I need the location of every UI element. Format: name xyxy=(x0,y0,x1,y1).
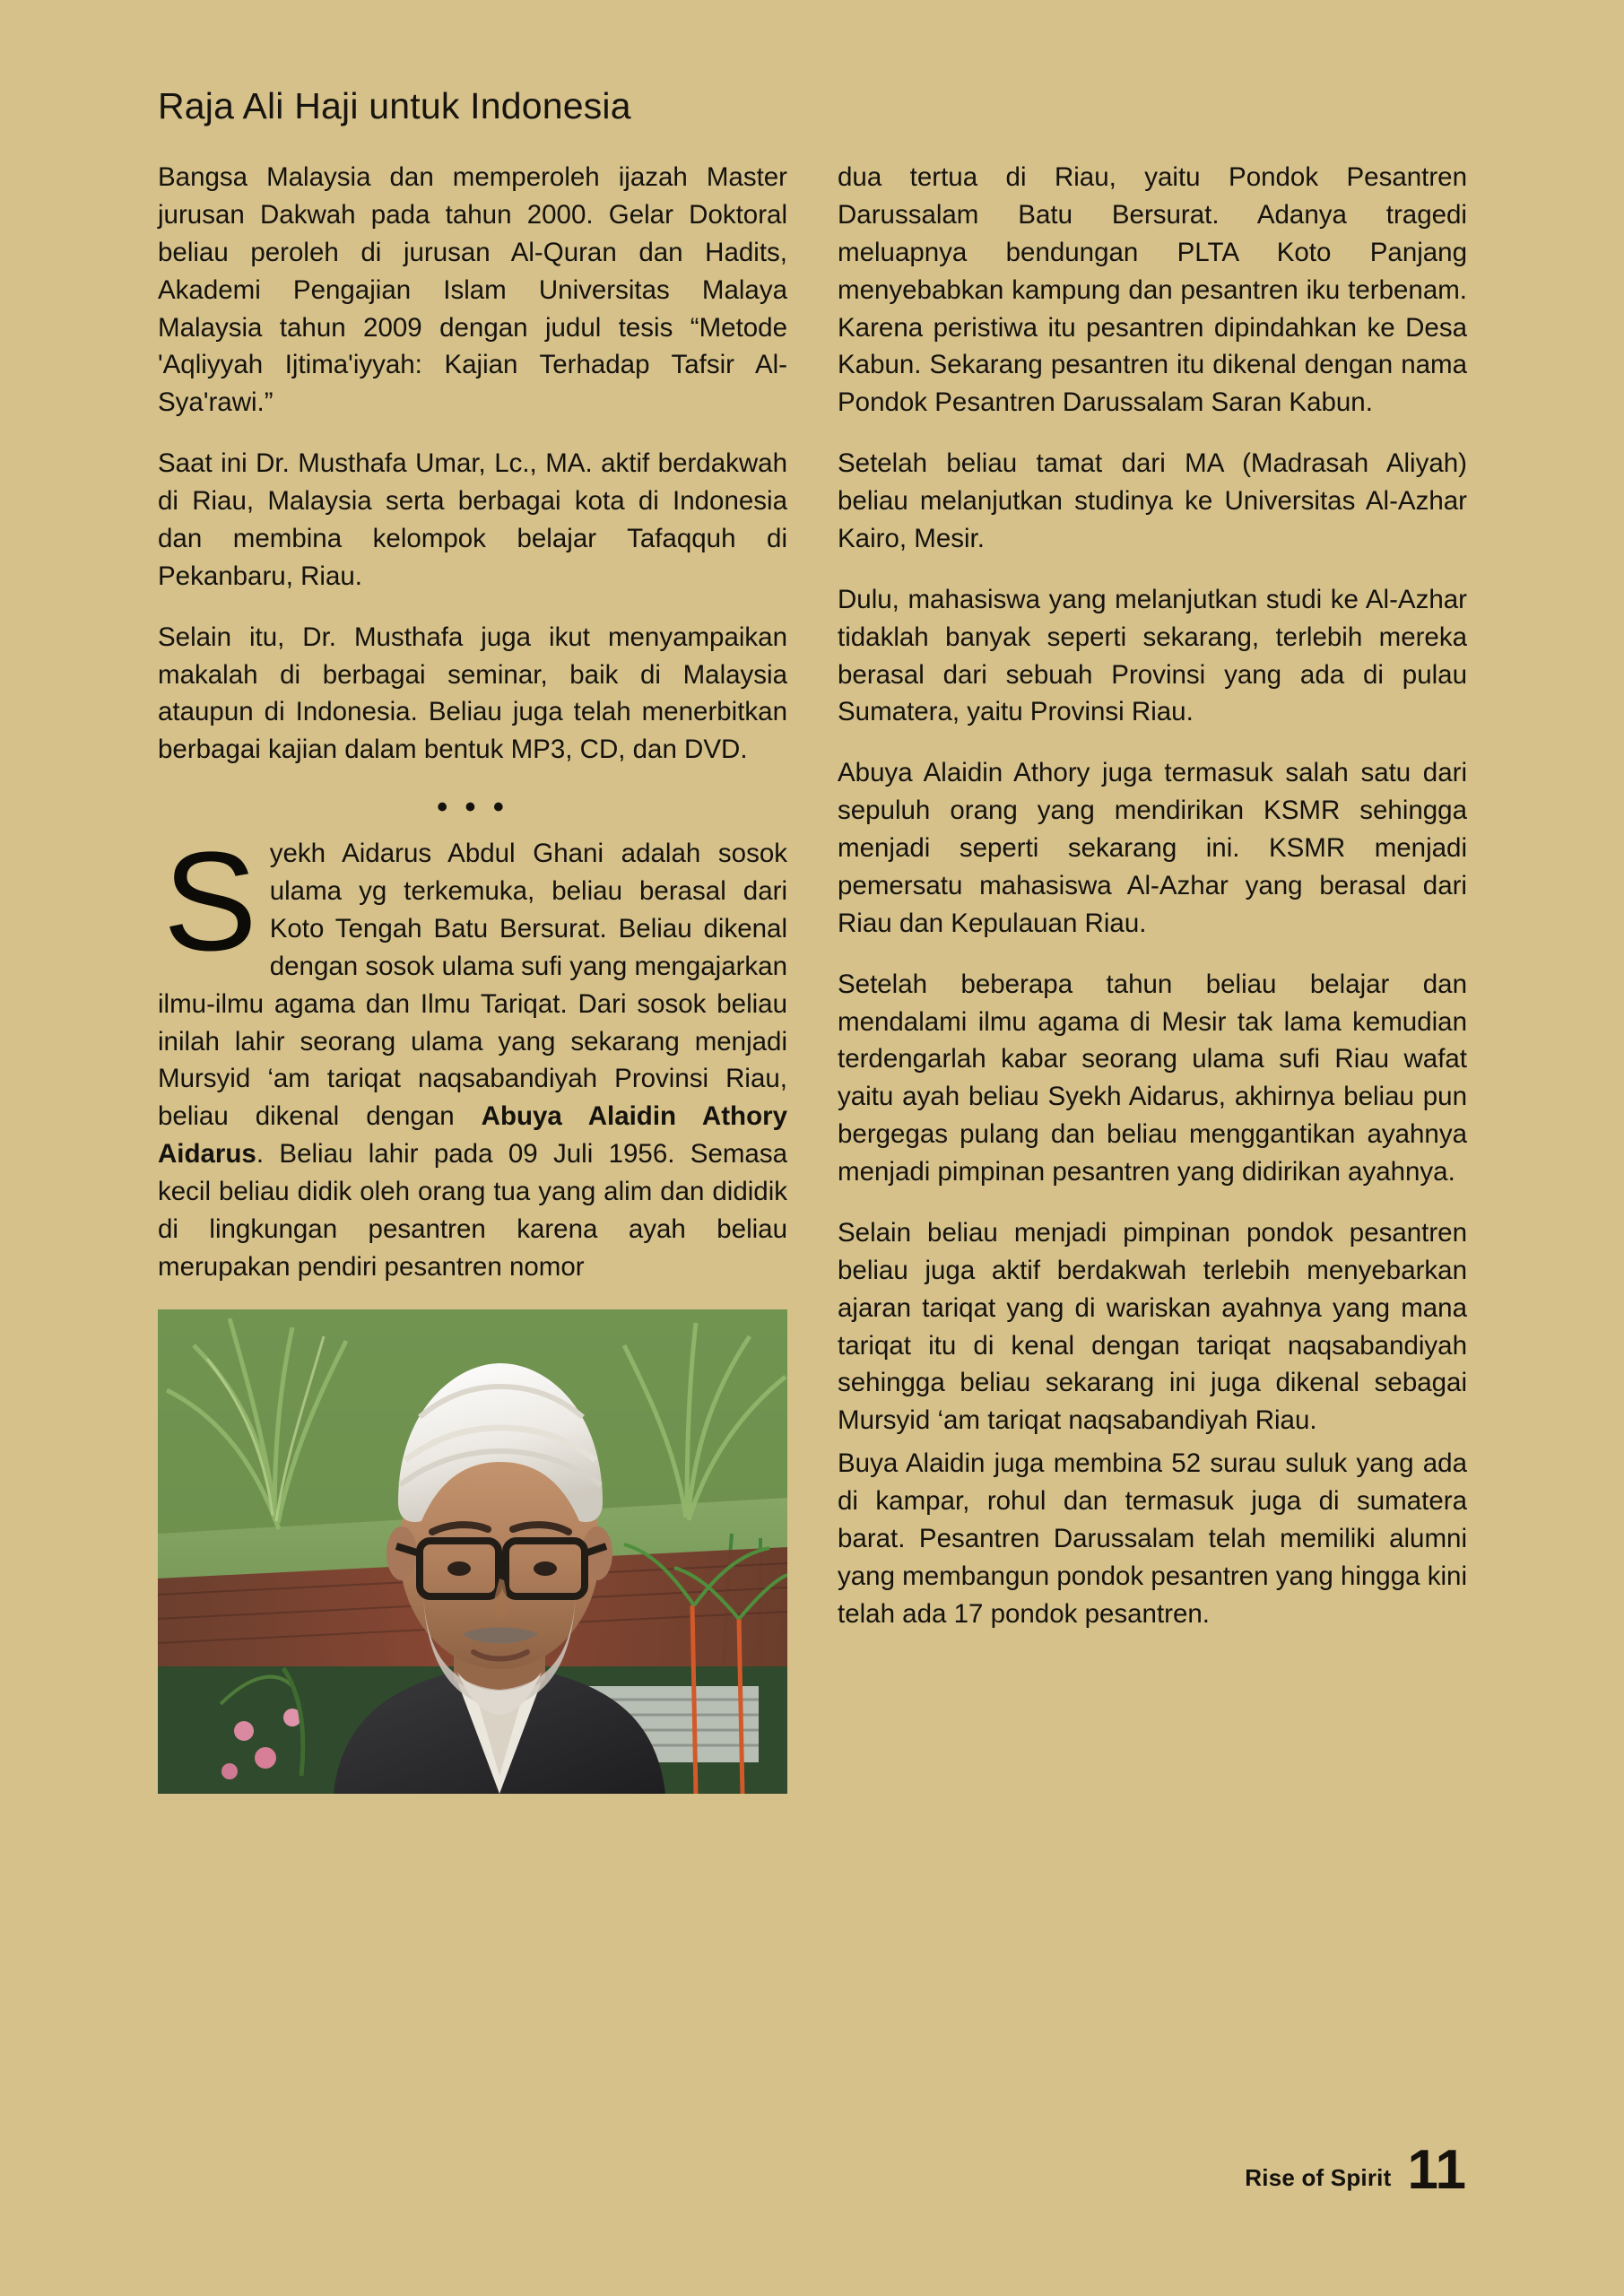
portrait-photo xyxy=(158,1309,787,1794)
paragraph-separator: • • • xyxy=(437,790,508,825)
right-paragraph-1: dua tertua di Riau, yaitu Pondok Pesantren Darussalam Batu Bersurat. Adanya tragedi meluapnya bendungan PLTA Koto Panjang menyebabkan kampung dan pesantren iku terbenam. Karena peristiwa itu pesantren dipindahkan ke Desa Kabun. Sekarang pesantren itu dikenal dengan nama Pondok Pesantren Darussalam Saran Kabun. xyxy=(838,162,1467,418)
right-column xyxy=(838,159,1467,1633)
right-paragraph-5: Setelah beberapa tahun beliau belajar dan mendalami ilmu agama di Mesir tak lama kemudian terdengarlah kabar seorang ulama sufi Riau wafat yaitu ayah beliau Syekh Aidarus, akhirnya beliau pun bergegas pulang dan beliau menggantikan ayahnya menjadi pimpinan pesantren yang didirikan ayahnya. xyxy=(838,969,1467,1187)
left-paragraph-3: Selain itu, Dr. Musthafa juga ikut menyampaikan makalah di berbagai seminar, baik di Malaysia ataupun di Indonesia. Beliau juga telah menerbitkan berbagai kajian dalam bentuk MP3, CD, dan DVD. xyxy=(158,622,787,765)
two-column-layout xyxy=(158,159,1467,1794)
highlighted-person-name: Abuya Alaidin Athory Aidarus xyxy=(158,1101,787,1170)
page-title: Raja Ali Haji untuk Indonesia xyxy=(158,85,631,126)
right-paragraph-2: Setelah beliau tamat dari MA (Madrasah Aliyah) beliau melanjutkan studinya ke Universitas Al-Azhar Kairo, Mesir. xyxy=(838,448,1467,553)
right-paragraph-6: Selain beliau menjadi pimpinan pondok pesantren beliau juga aktif berdakwah terlebih menyebarkan ajaran tariqat yang di wariskan ayahnya yang mana tariqat itu di kenal dengan tariqat naqsabandiyah sehingga beliau sekarang ini juga dikenal sebagai Mursyid ‘am tariqat naqsabandiyah Riau. xyxy=(838,1217,1467,1436)
right-paragraph-7: Buya Alaidin juga membina 52 surau suluk yang ada di kampar, rohul dan termasuk juga di sumatera barat. Pesantren Darussalam telah memiliki alumni yang membangun pondok pesantren yang hingga kini telah ada 17 pondok pesantren. xyxy=(838,1448,1467,1629)
page-content xyxy=(158,86,1467,1794)
publication-name: Rise of Spirit xyxy=(1245,2164,1392,2191)
right-paragraph-3: Dulu, mahasiswa yang melanjutkan studi ke Al-Azhar tidaklah banyak seperti sekarang, terlebih mereka berasal dari sebuah Provinsi yang ada di pulau Sumatera, yaitu Provinsi Riau. xyxy=(838,584,1467,727)
left-paragraph-2: Saat ini Dr. Musthafa Umar, Lc., MA. aktif berdakwah di Riau, Malaysia serta berbagai kota di Indonesia dan membina kelompok belajar Tafaqquh di Pekanbaru, Riau. xyxy=(158,448,787,591)
left-column xyxy=(158,159,787,1794)
drop-cap-letter: S xyxy=(163,823,257,981)
dropcap-paragraph xyxy=(158,823,787,1286)
page-number: 11 xyxy=(1407,2139,1466,2202)
dropcap-text-lead: yekh Aidarus Abdul Ghani adalah sosok ulama yg terkemuka, beliau berasal dari Koto Tengah Batu Bersurat. Beliau dikenal dengan sosok ulama sufi yang mengajarkan ilmu-ilmu agama dan Ilmu Tariqat. Dari sosok beliau inilah lahir seorang ulama yang sekarang menjadi Mursyid ‘am tariqat naqsabandiyah Provinsi Riau, beliau dikenal dengan xyxy=(158,839,787,1132)
dropcap-text-tail: . Beliau lahir pada 09 Juli 1956. Semasa kecil beliau didik oleh orang tua yang alim dan dididik di lingkungan pesantren karena ayah beliau merupakan pendiri pesantren nomor xyxy=(158,1139,787,1282)
page-footer xyxy=(1245,2139,1466,2202)
right-paragraph-4: Abuya Alaidin Athory juga termasuk salah satu dari sepuluh orang yang mendirikan KSMR sehingga menjadi seperti sekarang ini. KSMR menjadi pemersatu mahasiswa Al-Azhar yang berasal dari Riau dan Kepulauan Riau. xyxy=(838,758,1467,938)
portrait-illustration xyxy=(158,1309,787,1794)
left-paragraph-1: Bangsa Malaysia dan memperoleh ijazah Master jurusan Dakwah pada tahun 2000. Gelar Doktoral beliau peroleh di jurusan Al-Quran dan Hadits, Akademi Pengajian Islam Universitas Malaya Malaysia tahun 2009 dengan judul tesis “Metode 'Aqliyyah Ijtima'iyyah: Kajian Terhadap Tafsir Al-Sya'rawi.” xyxy=(158,162,787,418)
